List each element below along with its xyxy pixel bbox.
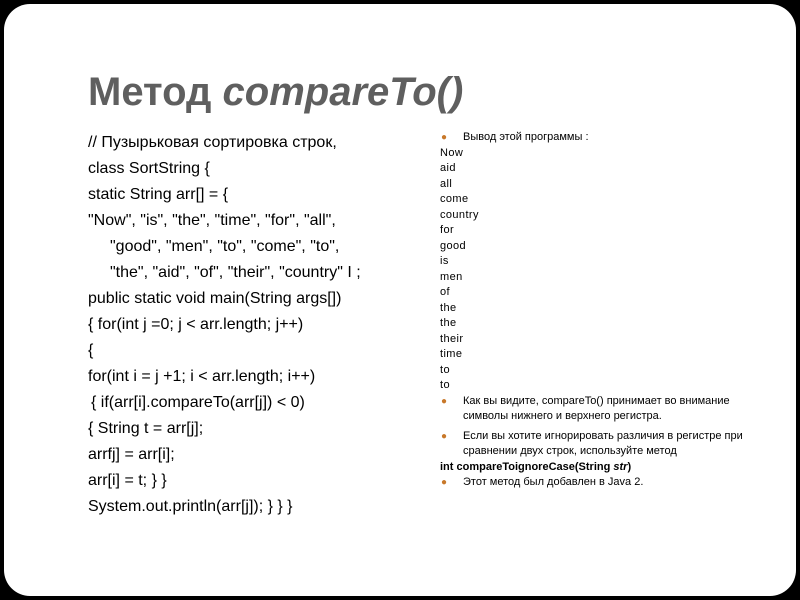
output-line: come xyxy=(440,193,469,205)
output-line: for xyxy=(440,224,455,236)
code-line: class SortString { xyxy=(88,160,210,177)
output-line: country xyxy=(440,208,479,221)
bullet-item xyxy=(440,130,760,146)
code-line: { for(int j =0; j < arr.length; j++) xyxy=(88,316,304,333)
code-line: "good", "men", "to", "come", "to", xyxy=(110,238,340,255)
output-line: time xyxy=(440,348,463,360)
output-line: their xyxy=(440,332,464,345)
bullet-text: Вывод этой программы : xyxy=(463,131,589,143)
title-prefix: Метод xyxy=(88,70,223,114)
output-line: Now xyxy=(440,146,464,159)
code-line: { xyxy=(88,342,94,359)
code-line: static String arr[] = { xyxy=(88,186,229,203)
bullet-text: Если вы хотите игнорировать различия в регистре при сравнении двух строк, используйте метод xyxy=(463,429,743,457)
code-line: { String t = arr[j]; xyxy=(88,420,204,437)
code-line: { if(arr[i].compareTo(arr[j]) < 0) xyxy=(91,394,305,411)
code-line: "Now", "is", "the", "time", "for", "all", xyxy=(88,212,336,229)
output-line: of xyxy=(440,286,450,298)
code-line: // Пузырьковая сортировка строк, xyxy=(88,134,337,151)
bullet-icon: ● xyxy=(441,395,448,407)
bullet-icon: ● xyxy=(441,132,448,143)
bullet-text: Этот метод был добавлен в Java 2. xyxy=(463,476,644,488)
slide-title xyxy=(88,64,463,120)
code-line: for(int i = j +1; i < arr.length; i++) xyxy=(88,368,316,385)
output-line: men xyxy=(440,270,463,283)
title-method: compareTo() xyxy=(222,70,464,114)
output-line: the xyxy=(440,301,457,314)
bullet-item xyxy=(440,429,760,460)
bullet-text: Как вы видите, compareTo() принимает во внимание символы нижнего и верхнего регистра. xyxy=(463,394,730,422)
output-line: to xyxy=(440,363,450,376)
output-line: the xyxy=(440,317,457,329)
code-line: System.out.println(arr[j]); } } } xyxy=(88,498,293,515)
code-line: "the", "aid", "of", "their", "country" I ; xyxy=(110,264,361,281)
method-signature: int compareToignoreCase(String str) xyxy=(440,460,632,473)
output-line: is xyxy=(440,255,449,267)
output-line: good xyxy=(440,239,467,252)
bullet-item xyxy=(440,475,760,491)
output-line: to xyxy=(440,379,450,391)
bullet-icon: ● xyxy=(441,430,448,442)
bullet-icon: ● xyxy=(441,477,448,488)
output-line: aid xyxy=(440,162,456,174)
code-line: public static void main(String args[]) xyxy=(88,290,342,307)
code-line: arr[i] = t; } } xyxy=(88,472,167,489)
bullet-item xyxy=(440,394,760,425)
right-column xyxy=(440,130,760,491)
output-line: all xyxy=(440,177,453,190)
code-block xyxy=(88,130,418,520)
code-line: arrfj] = arr[i]; xyxy=(88,446,175,463)
